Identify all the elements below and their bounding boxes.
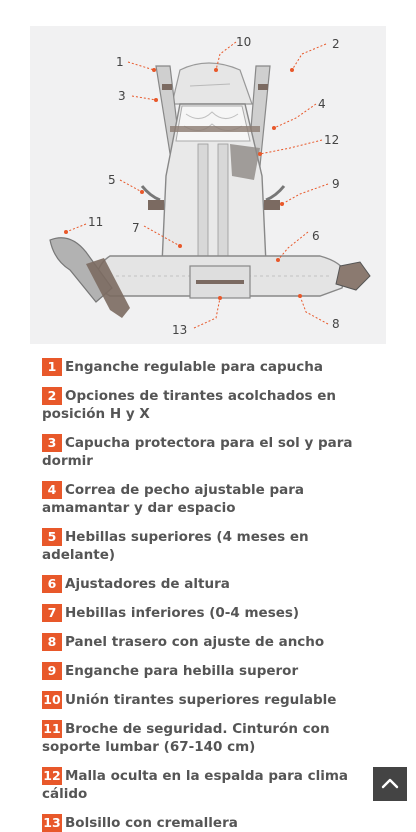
carrier-diagram bbox=[30, 26, 386, 344]
feature-item-2 bbox=[42, 387, 382, 423]
carrier-illustration bbox=[30, 26, 386, 344]
feature-text: Panel trasero con ajuste de ancho bbox=[65, 634, 325, 650]
callout-6: 6 bbox=[312, 229, 320, 243]
feature-text: Malla oculta en la espalda para clima cálido bbox=[42, 768, 349, 802]
callout-11: 11 bbox=[88, 215, 104, 229]
feature-list bbox=[42, 358, 382, 832]
callout-8: 8 bbox=[332, 317, 340, 331]
feature-text: Opciones de tirantes acolchados en posición H y X bbox=[42, 388, 337, 422]
feature-item-1 bbox=[42, 358, 382, 376]
feature-text: Capucha protectora para el sol y para dormir bbox=[42, 435, 353, 469]
feature-number: 8 bbox=[42, 633, 62, 651]
callout-4: 4 bbox=[318, 97, 326, 111]
feature-text: Ajustadores de altura bbox=[65, 576, 230, 592]
callout-9: 9 bbox=[332, 177, 340, 191]
callout-3: 3 bbox=[118, 89, 126, 103]
feature-text: Enganche regulable para capucha bbox=[65, 359, 324, 375]
callout-1: 1 bbox=[116, 55, 124, 69]
feature-text: Correa de pecho ajustable para amamantar y dar espacio bbox=[42, 482, 305, 516]
feature-item-6 bbox=[42, 575, 382, 593]
feature-number: 7 bbox=[42, 604, 62, 622]
feature-number: 13 bbox=[43, 815, 61, 830]
chevron-up-icon bbox=[373, 767, 407, 801]
feature-item-10 bbox=[42, 691, 382, 709]
feature-number: 9 bbox=[42, 662, 62, 680]
feature-item-11 bbox=[42, 720, 382, 756]
feature-number: 2 bbox=[42, 387, 62, 405]
feature-number: 5 bbox=[42, 528, 62, 546]
callout-2: 2 bbox=[332, 37, 340, 51]
feature-number: 12 bbox=[43, 768, 61, 783]
feature-item-12 bbox=[42, 767, 382, 803]
feature-item-9 bbox=[42, 662, 382, 680]
feature-number: 3 bbox=[42, 434, 62, 452]
scroll-to-top-button[interactable] bbox=[373, 767, 407, 801]
feature-number: 6 bbox=[42, 575, 62, 593]
feature-number: 4 bbox=[42, 481, 62, 499]
feature-text: Broche de seguridad. Cinturón con soporte lumbar (67-140 cm) bbox=[42, 721, 330, 755]
callout-12: 12 bbox=[324, 133, 340, 147]
feature-number: 10 bbox=[43, 692, 61, 707]
feature-text: Hebillas inferiores (0-4 meses) bbox=[65, 605, 300, 621]
callout-7: 7 bbox=[132, 221, 140, 235]
feature-text: Enganche para hebilla superor bbox=[65, 663, 299, 679]
feature-item-8 bbox=[42, 633, 382, 651]
feature-item-5 bbox=[42, 528, 382, 564]
feature-number: 1 bbox=[42, 358, 62, 376]
feature-item-3 bbox=[42, 434, 382, 470]
feature-text: Bolsillo con cremallera bbox=[65, 815, 238, 831]
callout-5: 5 bbox=[108, 173, 116, 187]
callout-13: 13 bbox=[172, 323, 188, 337]
callout-10: 10 bbox=[236, 35, 252, 49]
feature-number: 11 bbox=[43, 721, 61, 736]
feature-item-4 bbox=[42, 481, 382, 517]
feature-text: Hebillas superiores (4 meses en adelante) bbox=[42, 529, 309, 563]
feature-text: Unión tirantes superiores regulable bbox=[65, 692, 337, 708]
feature-item-7 bbox=[42, 604, 382, 622]
feature-item-13 bbox=[42, 814, 382, 832]
